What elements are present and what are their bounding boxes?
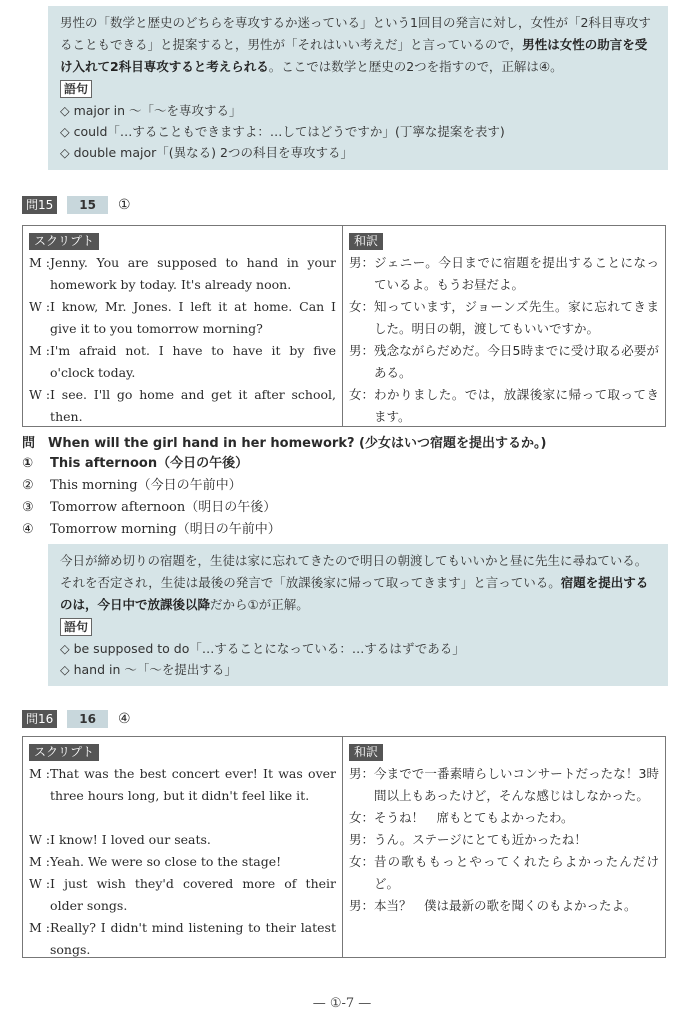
q15-option: ① This afternoon（今日の午後） — [22, 456, 249, 471]
top-vocab-item: ◇ major in ～「～を専攻する」 — [60, 103, 242, 118]
translation-line: 女： わかりました。では，放課後家に帰って取ってきます。 — [349, 387, 659, 424]
q15-vocab-label: 語句 — [60, 618, 92, 636]
script-line: M : That was the best concert ever! It was over three hours long, but it didn't feel like it. — [29, 766, 336, 803]
q15-number: 15 — [67, 196, 108, 214]
script-line: W : I just wish they'd covered more of their older songs. — [29, 876, 336, 913]
q16-tag: 問16 — [22, 710, 57, 728]
q16-answer: ④ — [117, 711, 131, 727]
q15-explanation-box — [48, 544, 668, 686]
q15-option: ② This morning（今日の午前中） — [22, 478, 242, 493]
top-explanation-paragraph: 男性の「数学と歴史のどちらを専攻するか迷っている」という1回目の発言に対し，女性が「2科目専攻することもできる」と提案すると，男性が「それはいい考えだ」と言っているので，男性は女性の助言を受け入れて2科目専攻すると考えられる。ここでは数学と歴史の2つを指すので，正解は④。 — [60, 15, 651, 74]
translation-line: 女： 知っています，ジョーンズ先生。家に忘れてきました。明日の朝，渡してもいいですか。 — [349, 299, 659, 336]
q15-translation-column — [343, 226, 665, 426]
script-line: M : I'm afraid not. I have to have it by five o'clock today. — [29, 343, 336, 380]
q16-script-box — [22, 736, 666, 958]
translation-line: 女： そうね！ 席もとてもよかったわ。 — [349, 810, 574, 825]
script-line: M : Yeah. We were so close to the stage! — [29, 854, 282, 869]
q15-explanation-paragraph: 今日が締め切りの宿題を，生徒は家に忘れてきたので明日の朝渡してもいいかと昼に先生に尋ねている。それを否定され，生徒は最後の発言で「放課後家に帰って取ってきます」と言っている。宿題を提出するのは，今日中で放課後以降だから①が正解。 — [60, 553, 649, 612]
translation-line: 男： 本当？ 僕は最新の歌を聞くのもよかったよ。 — [349, 898, 637, 913]
top-vocab-label: 語句 — [60, 80, 92, 98]
script-line: W : I know! I loved our seats. — [29, 832, 211, 847]
script-line: M : Really? I didn't mind listening to their latest songs. — [29, 920, 336, 957]
q15-script-label: スクリプト — [29, 233, 99, 250]
q15-vocab-item: ◇ be supposed to do「…することになっている：…するはずである」 — [60, 641, 465, 656]
q16-header — [22, 710, 131, 728]
q15-script-column — [23, 226, 343, 426]
script-line: M : Jenny. You are supposed to hand in your homework by today. It's already noon. — [29, 255, 336, 292]
q15-option: ④ Tomorrow morning（明日の午前中） — [22, 522, 281, 537]
q15-translation-label: 和訳 — [349, 233, 383, 250]
q15-option: ③ Tomorrow afternoon（明日の午後） — [22, 500, 277, 515]
q15-tag: 問15 — [22, 196, 57, 214]
q16-translation-label: 和訳 — [349, 744, 383, 761]
translation-line: 男： 残念ながらだめだ。今日5時までに受け取る必要がある。 — [349, 343, 659, 380]
script-line: W : I see. I'll go home and get it after school, then. — [29, 387, 336, 424]
q15-answer: ① — [117, 197, 131, 213]
page-number: — ①-7 — — [312, 996, 372, 1011]
script-line: W : I know, Mr. Jones. I left it at home. Can I give it to you tomorrow morning? — [29, 299, 336, 336]
q15-script-box — [22, 225, 666, 427]
q16-script-label: スクリプト — [29, 744, 99, 761]
q15-header — [22, 196, 131, 214]
q16-translation-column — [343, 737, 665, 957]
q15-question: 問 When will the girl hand in her homework? (少女はいつ宿題を提出するか。) — [22, 436, 547, 451]
q15-vocab-item: ◇ hand in ～「～を提出する」 — [60, 662, 237, 677]
translation-line: 女： 昔の歌ももっとやってくれたらよかったんだけど。 — [349, 854, 659, 891]
translation-line: 男： 今までで一番素晴らしいコンサートだったな！3時間以上もあったけど，そんな感じはしなかった。 — [349, 766, 659, 803]
top-vocab-item: ◇ double major「(異なる) 2つの科目を専攻する」 — [60, 145, 353, 160]
top-explanation-box — [48, 6, 668, 170]
q16-number: 16 — [67, 710, 108, 728]
translation-line: 男： うん。ステージにとても近かったね！ — [349, 832, 587, 847]
translation-line: 男： ジェニー。今日までに宿題を提出することになっているよ。もうお昼だよ。 — [349, 255, 659, 292]
top-vocab-item: ◇ could「…することもできますよ：…してはどうですか」(丁寧な提案を表す) — [60, 124, 505, 139]
q16-script-column — [23, 737, 343, 957]
